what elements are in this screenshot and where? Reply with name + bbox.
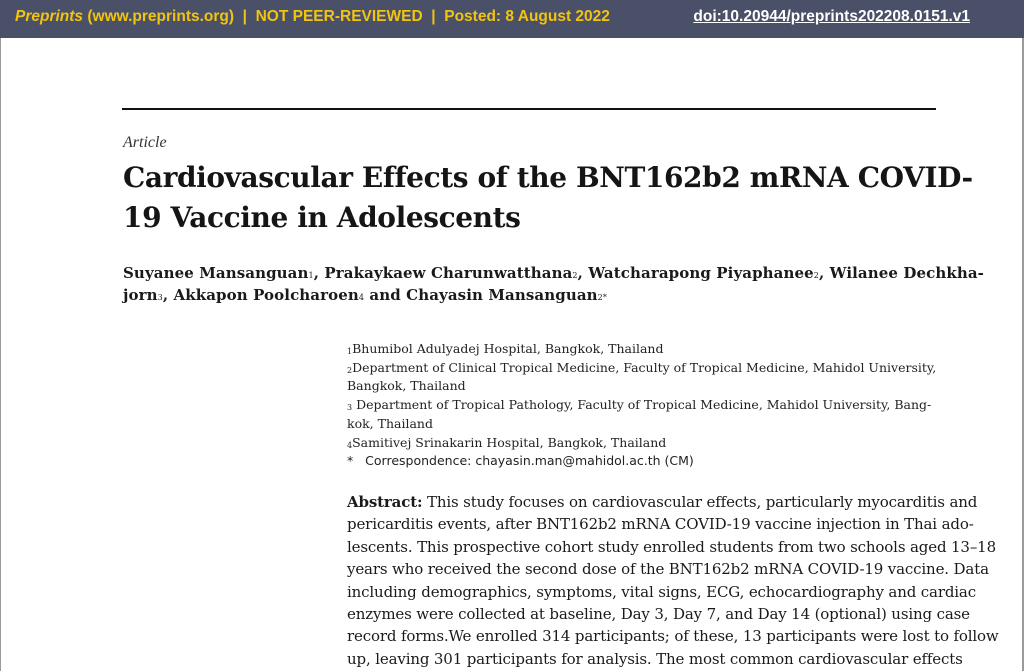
banner-separator: | bbox=[422, 8, 445, 25]
affiliation-text: Samitivej Srinakarin Hospital, Bangkok, Thailand bbox=[352, 434, 667, 450]
author-affiliation-mark: 2* bbox=[597, 293, 607, 302]
preprint-banner bbox=[0, 0, 1024, 38]
author-name: Chayasin Mansanguan bbox=[406, 286, 598, 304]
affiliation-line bbox=[347, 377, 947, 396]
abstract-line: years who received the second dose of the BNT162b2 mRNA COVID-19 vaccine. Data bbox=[347, 560, 989, 579]
affiliation-number: 4 bbox=[347, 440, 353, 450]
banner-info bbox=[15, 8, 610, 26]
abstract-text: This study focuses on cardiovascular effects, particularly myocarditis and bbox=[422, 493, 978, 511]
abstract-line: including demographics, symptoms, vital signs, ECG, echocardiography and cardiac bbox=[347, 582, 976, 601]
abstract-line: up, leaving 301 participants for analysis. The most common cardiovascular effects bbox=[347, 649, 963, 668]
author-affiliation-mark: 1 bbox=[308, 271, 314, 280]
article-type: Article bbox=[123, 134, 167, 151]
banner-status: NOT PEER-REVIEWED bbox=[255, 8, 423, 25]
author-affiliation-mark: 3 bbox=[157, 293, 163, 302]
author-affiliation-mark: 4 bbox=[358, 293, 365, 302]
author-separator: and bbox=[364, 286, 407, 304]
author-separator: , bbox=[313, 264, 325, 282]
affiliation-text: Department of Tropical Pathology, Faculty of Tropical Medicine, Mahidol University, Bang- bbox=[352, 397, 932, 413]
abstract-line: pericarditis events, after BNT162b2 mRNA COVID-19 vaccine injection in Thai ado- bbox=[347, 515, 974, 534]
affiliation-list bbox=[347, 340, 947, 452]
affiliation-line bbox=[347, 340, 947, 359]
banner-posted-date: Posted: 8 August 2022 bbox=[444, 8, 610, 25]
author-name: Watcharapong Piyaphanee bbox=[588, 264, 814, 282]
doi-link[interactable]: doi:10.20944/preprints202208.0151.v1 bbox=[693, 8, 970, 25]
banner-site: (www.preprints.org) bbox=[83, 8, 235, 25]
affiliation-number: 1 bbox=[347, 347, 353, 356]
paper-title bbox=[123, 158, 973, 238]
author-name: Wilanee Dechkha- bbox=[829, 264, 984, 282]
author-list bbox=[123, 262, 984, 306]
author-affiliation-mark: 2 bbox=[572, 271, 578, 280]
abstract-line: enzymes were collected at baseline, Day 3, Day 7, and Day 14 (optional) using case bbox=[347, 605, 970, 624]
abstract bbox=[347, 491, 999, 670]
abstract-label: Abstract: bbox=[347, 493, 423, 511]
title-line: Cardiovascular Effects of the BNT162b2 mRNA COVID- bbox=[123, 161, 973, 194]
title-line: 19 Vaccine in Adolescents bbox=[123, 201, 521, 234]
author-separator: , bbox=[162, 286, 174, 304]
affiliation-line bbox=[347, 415, 947, 434]
author-name: Akkapon Poolcharoen bbox=[173, 286, 359, 304]
affiliation-line bbox=[347, 396, 947, 415]
abstract-body bbox=[347, 513, 999, 670]
affiliation-text: Department of Clinical Tropical Medicine, Faculty of Tropical Medicine, Mahidol University, bbox=[352, 359, 937, 375]
header-rule bbox=[122, 108, 936, 110]
author-name: Prakaykaew Charunwatthana bbox=[324, 264, 573, 282]
affiliation-line bbox=[347, 434, 947, 453]
affiliation-text: Bangkok, Thailand bbox=[347, 378, 466, 394]
author-separator: , bbox=[818, 264, 830, 282]
banner-separator: | bbox=[234, 8, 256, 25]
page-border-left bbox=[0, 38, 1, 671]
affiliation-text: Bhumibol Adulyadej Hospital, Bangkok, Thailand bbox=[352, 341, 664, 356]
affiliations bbox=[347, 340, 947, 471]
author-separator: , bbox=[577, 264, 589, 282]
affiliation-line bbox=[347, 359, 947, 378]
affiliation-number: 2 bbox=[347, 365, 353, 375]
affiliation-number: 3 bbox=[347, 403, 353, 413]
author-line bbox=[123, 284, 953, 306]
author-name: jorn bbox=[123, 286, 158, 304]
correspondence: * Correspondence: chayasin.man@mahidol.ac.th (CM) bbox=[347, 453, 694, 469]
abstract-line bbox=[347, 491, 978, 513]
abstract-line: lescents. This prospective cohort study enrolled students from two schools aged 13–18 bbox=[347, 537, 996, 556]
author-line bbox=[123, 262, 984, 284]
author-name: Suyanee Mansanguan bbox=[123, 264, 309, 282]
banner-brand: Preprints bbox=[15, 8, 84, 25]
abstract-line: record forms.We enrolled 314 participants; of these, 13 participants were lost to follow bbox=[347, 627, 999, 646]
affiliation-text: kok, Thailand bbox=[347, 415, 433, 431]
author-affiliation-mark: 2 bbox=[813, 271, 819, 280]
